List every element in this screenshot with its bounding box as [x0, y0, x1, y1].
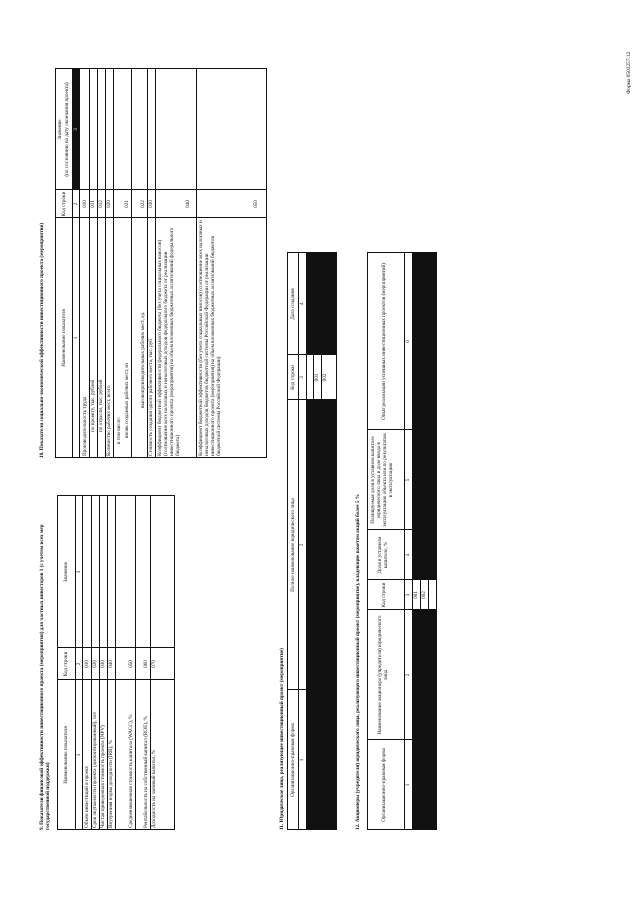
s10-header-code: Код строки	[61, 191, 67, 217]
s11-header-form: Организационно-правовая форма	[290, 723, 296, 797]
s9-header-name: Наименование показателя	[63, 726, 69, 784]
s10-row-name: Стоимость создания одного рабочего места, тыс. руб	[148, 339, 154, 456]
form-code-label: Форма 0503257.12	[626, 51, 632, 94]
s9-header-code: Код строки	[63, 651, 69, 677]
s12-header-code: Код строки	[381, 582, 387, 608]
s10-header-name: Наименование показателя	[61, 309, 67, 367]
s9-row-name: Срок окупаемости проекта (дисконтированный), лет	[92, 711, 98, 828]
s10-row-name: Коэффициент бюджетной эффективности (без учета социальных взносов) (соотношение всех налоговых и неналоговых доходов бюджетов бюджетной системы Российской Федерации от реализации инвестиционного проекта (мероприятия) на объем вложенных бюджетных ассигнований бюджетов бюджетной системы Российской Федерации)	[198, 220, 222, 456]
s10-header-value: Значение	[57, 119, 63, 140]
s10-colnum-2: 2	[73, 202, 79, 206]
s12-header-share: Доля в уставном капитале, %	[377, 536, 389, 574]
rotated-form	[35, 58, 445, 838]
s10-row-name: Производительность труда	[82, 396, 88, 456]
s11-header-code: Код строки	[290, 365, 296, 390]
s12-colnum-2: 2	[405, 673, 411, 677]
s10-colnum-3: 3	[73, 128, 79, 131]
s9-row-code: 010	[84, 660, 90, 668]
s12-colnum-4: 4	[405, 553, 411, 557]
s10-row-code: 012	[98, 200, 104, 208]
s9-row-name: Средневзвешенная стоимость капитала (WACC), %	[128, 714, 134, 828]
s11-colnum-1: 1	[299, 758, 305, 762]
s10-colnum-1: 1	[73, 336, 79, 340]
s9-colnum-1: 1	[76, 753, 82, 757]
section-9-table	[57, 495, 175, 830]
s9-row-code: 020	[92, 660, 98, 668]
s11-header-name: Полное наименование юридического лица	[290, 498, 296, 592]
s12-header-name: Наименование акционера (учредителя) юридического лица	[377, 615, 389, 735]
s11-row-code: 002	[322, 373, 328, 382]
s9-row-code: 050	[128, 660, 134, 668]
s10-header-value-note: (по состоянию на дату окончания проекта)	[64, 82, 70, 177]
section-11-title: 11. Юридическое лицо, реализующее инвестиционный проект (мероприятие)	[279, 648, 285, 830]
section-12-table	[367, 252, 437, 830]
s10-row-code: 020	[106, 200, 112, 208]
s11-row-code: 001	[314, 373, 320, 382]
s9-colnum-3: 3	[76, 570, 82, 574]
s10-row-code: 030	[148, 200, 154, 208]
s12-row-code: 002	[421, 591, 427, 599]
s9-row-name: Объем инвестиций в проект	[84, 766, 90, 828]
s10-row-code: 021	[124, 200, 130, 208]
s10-row-code: 022	[140, 200, 146, 208]
s10-row-name: по отрасли, тыс. рублей	[98, 379, 104, 432]
s11-header-date: Дата создания	[290, 288, 296, 320]
s9-row-code: 040	[108, 660, 114, 668]
s9-row-code: 070	[151, 660, 157, 668]
s10-row-name: в том числе:	[116, 416, 122, 444]
s10-row-name: высокопроизводительных рабочих мест, ед.	[140, 311, 146, 408]
s10-row-name: Коэффициент бюджетной эффективности федерального бюджета (без учета социальных взносов) (соотношение всех налоговых и неналоговых доходов федерального бюджета от реализации инвестиционного проекта (мероприятия) на объем вложенных бюджетных ассигнований федерального бюджета)	[157, 227, 181, 456]
s12-header-planned-share: Планируемая доля в уставном капитале юридического лица в доле ввода в эксплуатацию объекта или по результатам в эксплуатацию	[370, 433, 394, 527]
s10-row-code: 050	[253, 200, 259, 208]
s9-row-name: Внутренняя норма доходности (IRR), %	[108, 739, 114, 828]
s10-row-name: по проекту, тыс. рублей	[90, 379, 96, 432]
s9-row-name: Рентабельность на собственный капитал (ROE), %	[143, 716, 149, 828]
s10-row-name: Количество рабочих мест, всего	[106, 385, 112, 456]
s9-header-value: Значение	[63, 561, 69, 583]
s12-colnum-6: 6	[405, 340, 411, 343]
section-10-table	[55, 68, 267, 458]
s12-colnum-1: 1	[405, 783, 411, 787]
s9-colnum-2: 2	[76, 662, 82, 666]
s10-row-code: 040	[185, 200, 191, 208]
s9-row-name: Доходность на заемный капитал, %	[151, 749, 157, 828]
section-10-title: 10. Показатели социально-экономической эффективности инвестиционного проекта (мероприятия)	[39, 222, 45, 458]
s10-row-name: вновь созданных рабочих мест, из	[124, 362, 130, 438]
s11-colnum-2: 2	[299, 543, 305, 547]
s9-row-code: 030	[100, 660, 106, 668]
s12-row-code: 001	[413, 591, 419, 599]
s9-row-name: Чистая приведенная стоимость проекта (NPV)	[100, 725, 106, 828]
s12-header-form: Организационно-правовая форма	[381, 748, 387, 822]
s12-header-experience: Опыт реализации успешных инвестиционных проектов (мероприятий)	[381, 262, 387, 421]
s10-row-code: 011	[90, 200, 96, 208]
section-11-table	[287, 252, 337, 830]
s12-colnum-3: 3	[405, 593, 411, 597]
section-9-title: 9. Показатели финансовой эффективности инвестиционного проекта (мероприятия) для частных инвесторов 1 (с учетом всех мер государственной поддержки)	[39, 524, 51, 830]
s9-row-code: 060	[143, 660, 149, 668]
s11-colnum-3: 3	[299, 376, 305, 379]
document-page	[35, 58, 445, 838]
s12-colnum-5: 5	[405, 478, 411, 482]
s11-colnum-4: 4	[299, 302, 305, 306]
section-12-title: 12. Акционеры (учредители) юридического лица, реализующего инвестиционный проект (мероприятие), владеющие пакетом акций более 5 %	[355, 494, 361, 830]
s10-row-code: 010	[82, 200, 88, 208]
